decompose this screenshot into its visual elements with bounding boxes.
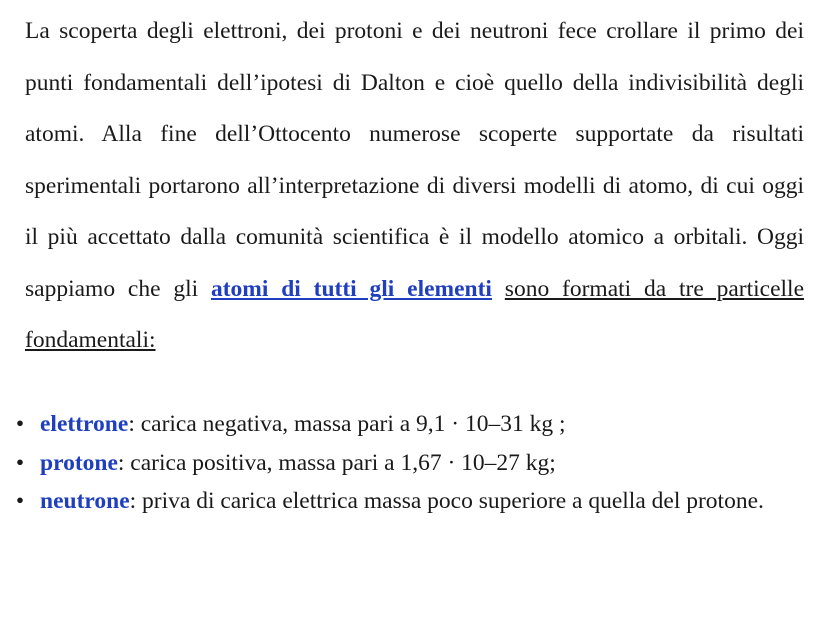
term-neutron: neutrone [40, 488, 130, 514]
list-item-neutron [0, 482, 810, 521]
intro-text: La scoperta degli elettroni, dei protoni e dei neutroni fece crollare il primo dei punti fondamentali dell’ipotesi di Dalton e cioè quello della indivisibilità degli atomi. Alla fine dell’Ottocento numerose scoperte supportate da risultati sperimentali portarono all’interpretazione di diversi modelli di atomo, di cui oggi il più accettato dalla comunità scientifica è il modello atomico a orbitali. Oggi sappiamo che gli [25, 18, 804, 302]
term-electron: elettrone [40, 411, 129, 437]
bullet-icon: • [15, 411, 25, 437]
term-proton: protone [40, 449, 118, 476]
particles-list [0, 405, 828, 521]
description-proton: : carica positiva, massa pari a 1,67 · 10–27 kg; [117, 449, 556, 476]
underlined-statement: sono formati da tre particelle fondamentali: [25, 275, 805, 353]
description-neutron: : priva di carica elettrica massa poco superiore a quella del protone. [129, 488, 764, 514]
list-item-electron [0, 405, 810, 444]
elements-link[interactable]: atomi di tutti gli elementi [210, 275, 492, 302]
list-item-proton [0, 444, 810, 483]
intro-paragraph [25, 6, 804, 367]
bullet-icon: • [15, 488, 25, 514]
description-electron: : carica negativa, massa pari a 9,1 · 10–31 kg ; [128, 411, 566, 437]
bullet-icon: • [15, 449, 25, 476]
